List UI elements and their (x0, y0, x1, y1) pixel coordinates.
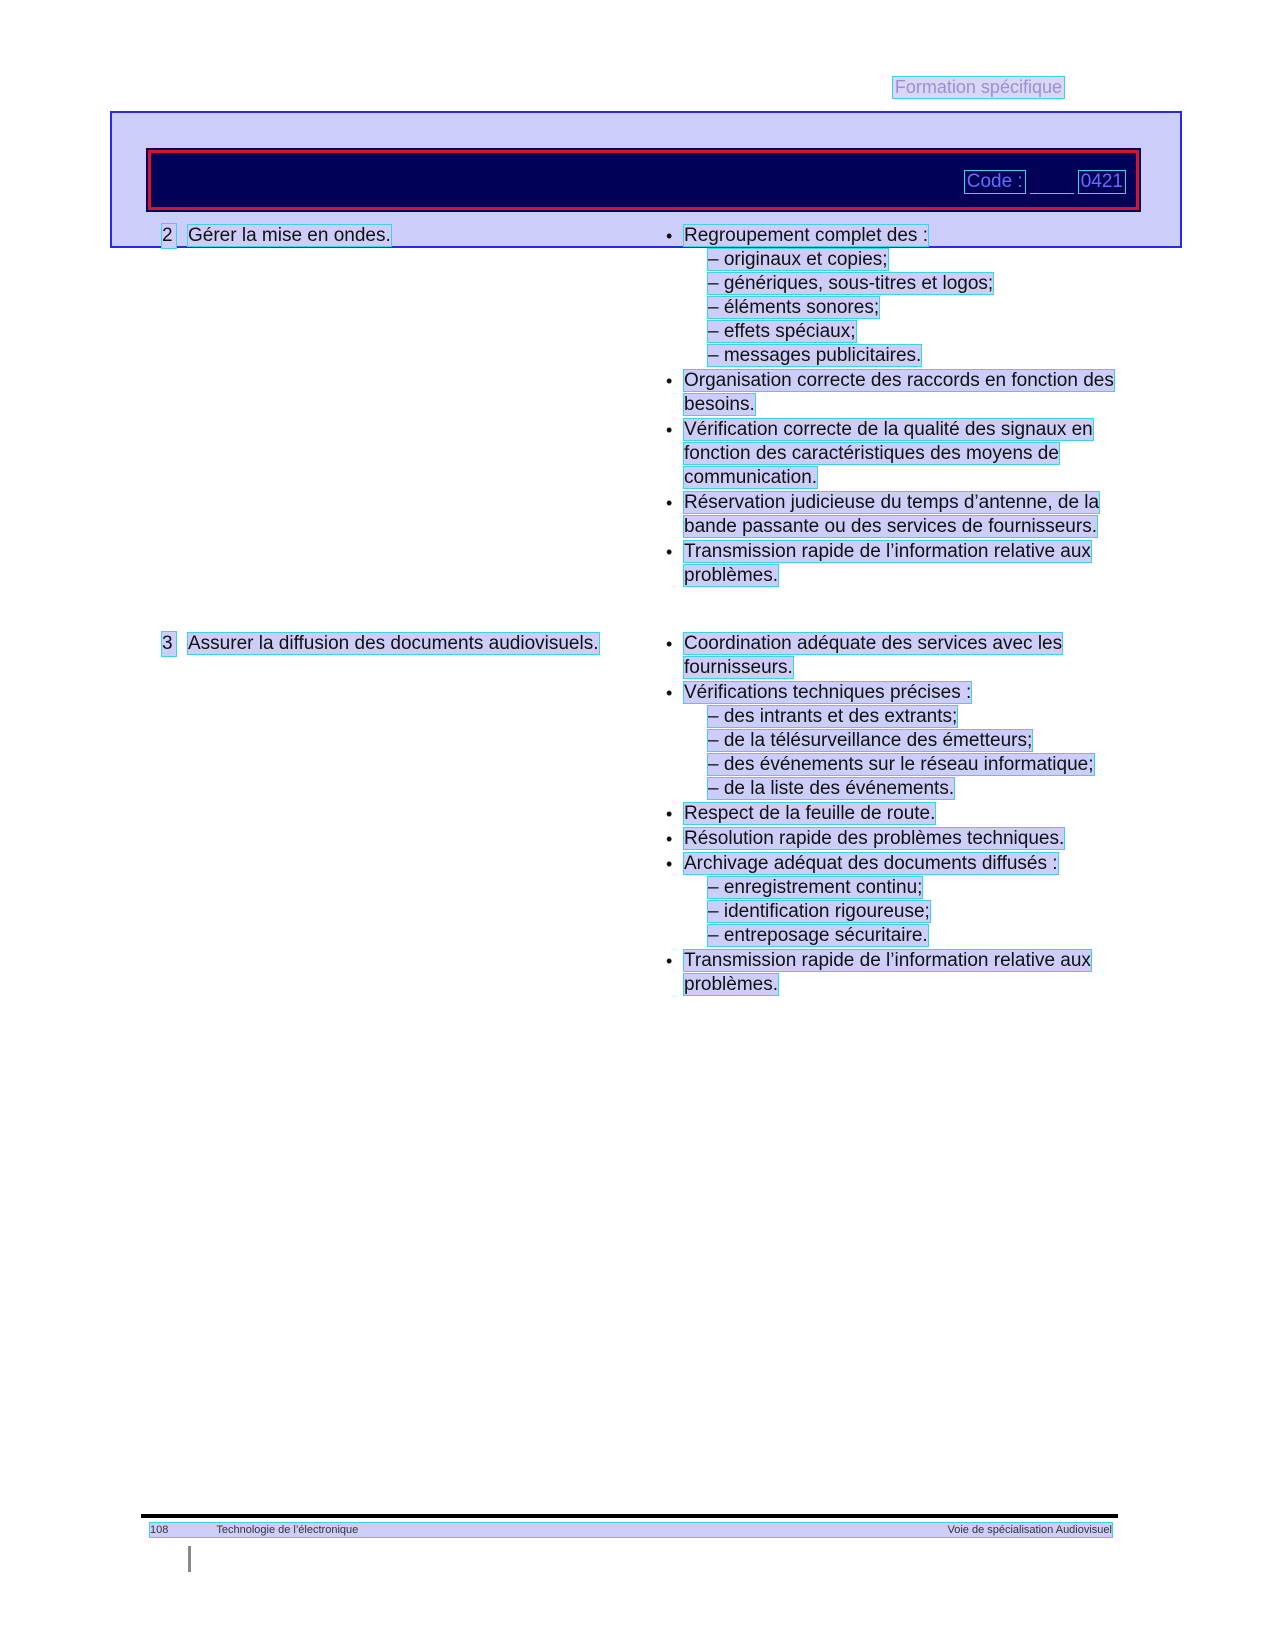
task-number: 3 (162, 632, 176, 656)
criterion-subitem: – des événements sur le réseau informatique; (684, 753, 1132, 777)
task-number: 2 (162, 224, 176, 248)
criterion-item (662, 632, 1132, 680)
criterion-subitem: – de la télésurveillance des émetteurs; (684, 729, 1132, 753)
running-header: Formation spécifique (892, 76, 1065, 99)
criterion-subitem: – messages publicitaires. (684, 344, 1132, 368)
criterion-subitem: – effets spéciaux; (684, 320, 1132, 344)
code-value: 0421 (1078, 170, 1126, 194)
criterion-text: Transmission rapide de l’information relative aux problèmes. (684, 541, 1091, 586)
criterion-subitem: – identification rigoureuse; (684, 900, 1132, 924)
criterion-text: Résolution rapide des problèmes techniques. (684, 828, 1065, 849)
code-label: Code : (964, 170, 1026, 194)
criterion-subitem: – des intrants et des extrants; (684, 705, 1132, 729)
criterion-item (662, 802, 1132, 826)
criterion-subitem: – originaux et copies; (684, 248, 1132, 272)
criterion-subitem: – enregistrement continu; (684, 876, 1132, 900)
criterion-subitem: – génériques, sous-titres et logos; (684, 272, 1132, 296)
criterion-text: Respect de la feuille de route. (684, 803, 936, 824)
criterion-text: Transmission rapide de l’information relative aux problèmes. (684, 950, 1091, 995)
criterion-item (662, 224, 1132, 368)
task-element (162, 632, 662, 656)
page-footer (150, 1523, 1112, 1537)
criterion-subitem: – éléments sonores; (684, 296, 1132, 320)
task-text: Assurer la diffusion des documents audiovisuels. (188, 633, 599, 654)
criterion-item (662, 681, 1132, 801)
criterion-item (662, 852, 1132, 948)
criterion-text: Archivage adéquat des documents diffusés : (684, 853, 1058, 874)
criterion-text: Réservation judicieuse du temps d’antenne, de la bande passante ou des services de fournisseurs. (684, 492, 1100, 537)
performance-criteria (662, 224, 1132, 589)
criterion-item (662, 540, 1132, 588)
criterion-subitem: – entreposage sécuritaire. (684, 924, 1132, 948)
criterion-item (662, 418, 1132, 490)
text-cursor (188, 1546, 191, 1572)
criterion-subitem: – de la liste des événements. (684, 777, 1132, 801)
task-text: Gérer la mise en ondes. (188, 225, 391, 246)
page-number: 108 (150, 1524, 169, 1536)
criterion-text: Regroupement complet des : (684, 225, 928, 246)
criterion-text: Coordination adéquate des services avec les fournisseurs. (684, 633, 1063, 678)
criterion-text: Organisation correcte des raccords en fonction des besoins. (684, 370, 1114, 415)
criterion-item (662, 491, 1132, 539)
criterion-item (662, 949, 1132, 997)
criterion-item (662, 369, 1132, 417)
code-spacer (1030, 170, 1074, 194)
competency-code (964, 170, 1126, 194)
task-element (162, 224, 662, 248)
criterion-text: Vérifications techniques précises : (684, 682, 972, 703)
performance-criteria (662, 632, 1132, 998)
criterion-text: Vérification correcte de la qualité des signaux en fonction des caractéristiques des moyens de communication. (684, 419, 1093, 488)
footer-left-title: Technologie de l’électronique (216, 1524, 359, 1536)
footer-right-title: Voie de spécialisation Audiovisuel (947, 1524, 1112, 1536)
competency-code-bar (148, 150, 1139, 210)
footer-rule (141, 1514, 1118, 1518)
criterion-item (662, 827, 1132, 851)
